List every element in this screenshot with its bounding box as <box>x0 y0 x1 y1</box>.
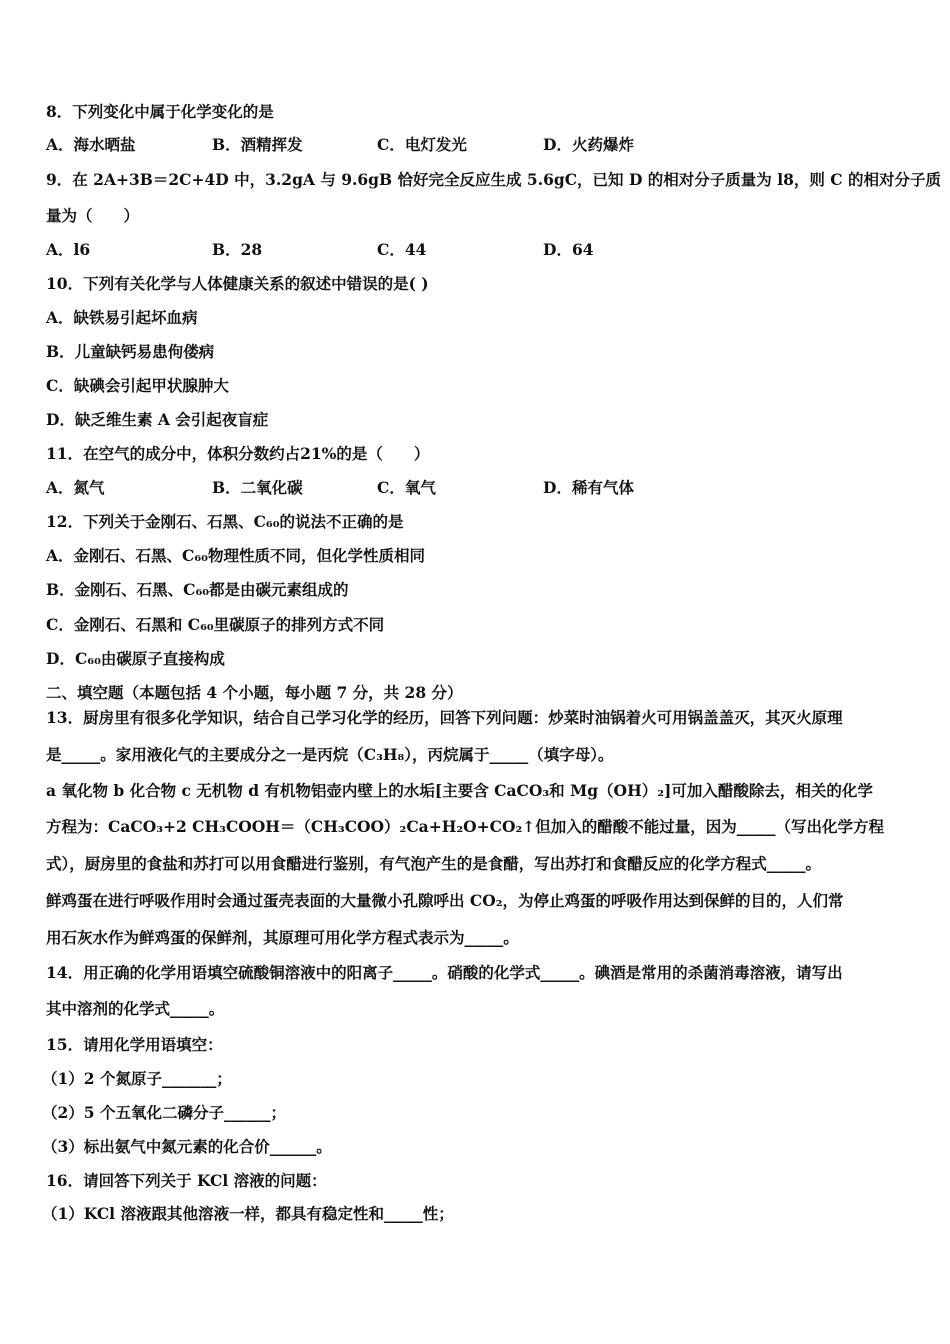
q9-option-a: A．l6 <box>46 240 91 259</box>
q11-stem: 11．在空气的成分中，体积分数约占21%的是（ ） <box>46 444 430 463</box>
section2-heading: 二、填空题（本题包括 4 个小题，每小题 7 分，共 28 分） <box>46 683 463 702</box>
q11-option-b: B．二氧化碳 <box>212 478 303 497</box>
q10-option-c: C．缺碘会引起甲状腺肿大 <box>46 376 229 395</box>
q15-stem: 15．请用化学用语填空： <box>46 1035 223 1054</box>
q16-item-1: （1）KCl 溶液跟其他溶液一样，都具有稳定性和_____性； <box>42 1204 454 1223</box>
q14-line2: 其中溶剂的化学式_____。 <box>46 999 225 1018</box>
q9-stem-line2: 量为（ ） <box>46 206 140 225</box>
q9-option-b: B．28 <box>212 240 263 259</box>
q8-option-b: B．酒精挥发 <box>212 135 303 154</box>
q13-line4: 方程为：CaCO₃+2 CH₃COOH＝（CH₃COO）₂Ca+H₂O+CO₂↑但加入的醋酸不能过量，因为_____（写出化学方程 <box>46 817 884 836</box>
q11-option-d: D．稀有气体 <box>543 478 634 497</box>
q16-stem: 16．请回答下列关于 KCl 溶液的问题： <box>46 1171 327 1190</box>
q13-line7: 用石灰水作为鲜鸡蛋的保鲜剂，其原理可用化学方程式表示为_____。 <box>46 928 519 947</box>
q11-option-c: C．氧气 <box>377 478 436 497</box>
q13-line5: 式），厨房里的食盐和苏打可以用食醋进行鉴别，有气泡产生的是食醋，写出苏打和食醋反应的化学方程式_____。 <box>46 854 822 873</box>
q12-option-c: C．金刚石、石黑和 C₆₀里碳原子的排列方式不同 <box>46 615 385 634</box>
q15-item-1: （1）2 个氮原子_______； <box>42 1069 232 1088</box>
q9-option-d: D．64 <box>543 240 594 259</box>
q8-option-c: C．电灯发光 <box>377 135 467 154</box>
q15-item-2: （2）5 个五氧化二磷分子______； <box>42 1103 286 1122</box>
q8-options <box>46 134 906 156</box>
q9-option-c: C．44 <box>377 240 427 259</box>
q15-item-3: （3）标出氨气中氮元素的化合价______。 <box>42 1137 332 1156</box>
q8-option-a: A．海水晒盐 <box>46 135 136 154</box>
q9-stem-line1: 9．在 2A+3B＝2C+4D 中，3.2gA 与 9.6gB 恰好完全反应生成 5.6gC，已知 D 的相对分子质量为 l8，则 C 的相对分子质 <box>46 170 941 189</box>
q12-stem: 12．下列关于金刚石、石黑、C₆₀的说法不正确的是 <box>46 512 404 531</box>
q9-options <box>46 239 906 261</box>
q10-option-a: A．缺铁易引起坏血病 <box>46 308 198 327</box>
q8-stem: 8．下列变化中属于化学变化的是 <box>46 102 274 121</box>
q13-line2: 是_____。家用液化气的主要成分之一是丙烷（C₃H₈），丙烷属于_____（填字母）。 <box>46 745 614 764</box>
q13-line3: a 氧化物 b 化合物 c 无机物 d 有机物铝壶内壁上的水垢[主要含 CaCO₃和 Mg（OH）₂]可加入醋酸除去，相关的化学 <box>46 781 873 800</box>
q12-option-a: A．金刚石、石黑、C₆₀物理性质不同，但化学性质相同 <box>46 546 425 565</box>
q10-option-d: D．缺乏维生素 A 会引起夜盲症 <box>46 410 269 429</box>
q13-line1: 13．厨房里有很多化学知识，结合自己学习化学的经历，回答下列问题：炒菜时油锅着火可用锅盖盖灭，其灭火原理 <box>46 708 843 727</box>
q12-option-d: D．C₆₀由碳原子直接构成 <box>46 649 225 668</box>
q11-options <box>46 477 906 499</box>
q8-option-d: D．火药爆炸 <box>543 135 634 154</box>
q10-stem: 10．下列有关化学与人体健康关系的叙述中错误的是( ) <box>46 274 429 293</box>
q14-line1: 14．用正确的化学用语填空硫酸铜溶液中的阳离子_____。硝酸的化学式_____。碘酒是常用的杀菌消毒溶液，请写出 <box>46 963 843 982</box>
q13-line6: 鲜鸡蛋在进行呼吸作用时会通过蛋壳表面的大量微小孔隙呼出 CO₂，为停止鸡蛋的呼吸作用达到保鲜的目的，人们常 <box>46 891 844 910</box>
q12-option-b: B．金刚石、石黑、C₆₀都是由碳元素组成的 <box>46 580 349 599</box>
q10-option-b: B．儿童缺钙易患佝偻病 <box>46 342 215 361</box>
q11-option-a: A．氮气 <box>46 478 105 497</box>
